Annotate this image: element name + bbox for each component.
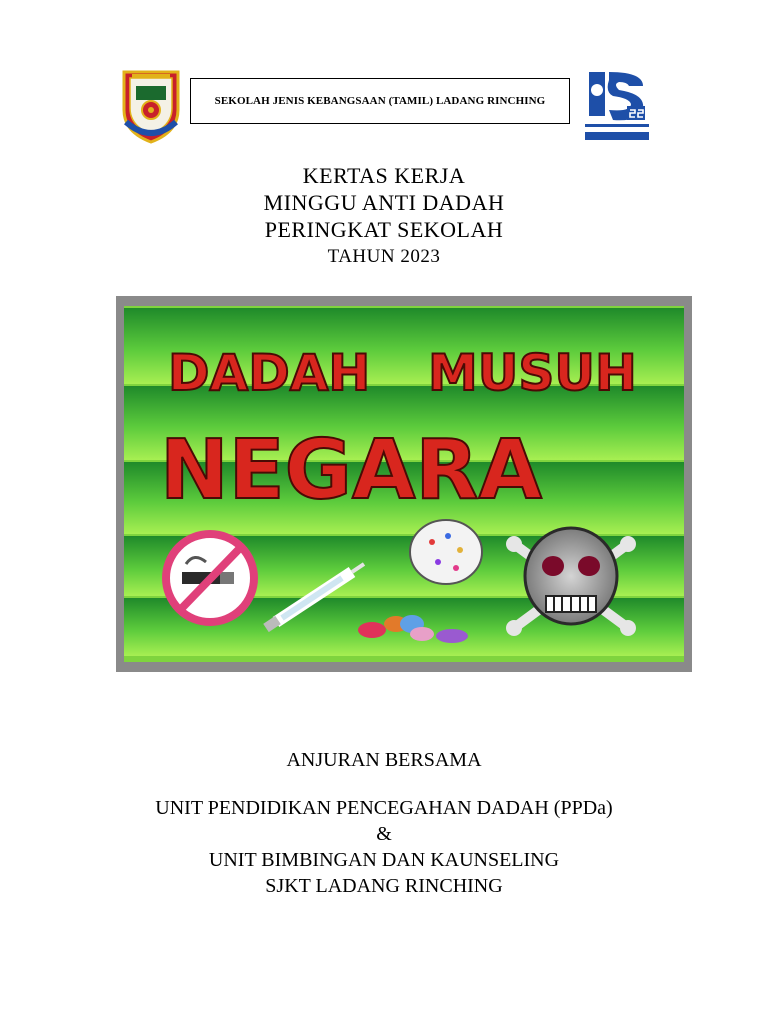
title-line-2: MINGGU ANTI DADAH bbox=[263, 190, 505, 215]
school-name: SEKOLAH JENIS KEBANGSAAN (TAMIL) LADANG RINCHING bbox=[214, 95, 546, 107]
school-crest-icon bbox=[118, 66, 184, 144]
title-line-4: TAHUN 2023 bbox=[327, 246, 441, 267]
poster-text-negara: NEGARA bbox=[160, 423, 543, 518]
organizer-unit-2: UNIT BIMBINGAN DAN KAUNSELING bbox=[208, 849, 560, 871]
school-name-box bbox=[190, 78, 570, 124]
ampersand: & bbox=[376, 823, 392, 845]
poster-text-dadah: DADAH bbox=[168, 344, 371, 402]
organizer-school: SJKT LADANG RINCHING bbox=[265, 875, 503, 897]
its25-logo-icon bbox=[583, 66, 651, 142]
no-smoking-icon bbox=[166, 534, 254, 622]
organizer-unit-1: UNIT PENDIDIKAN PENCEGAHAN DADAH (PPDa) bbox=[155, 797, 613, 819]
title-line-3: PERINGKAT SEKOLAH bbox=[264, 217, 504, 242]
document-title bbox=[0, 162, 768, 270]
anti-drug-poster bbox=[116, 296, 692, 672]
organizers-section bbox=[0, 747, 768, 899]
title-line-1: KERTAS KERJA bbox=[302, 163, 466, 188]
organized-by-label: ANJURAN BERSAMA bbox=[286, 749, 482, 771]
poster-text-musuh: MUSUH bbox=[428, 344, 637, 402]
